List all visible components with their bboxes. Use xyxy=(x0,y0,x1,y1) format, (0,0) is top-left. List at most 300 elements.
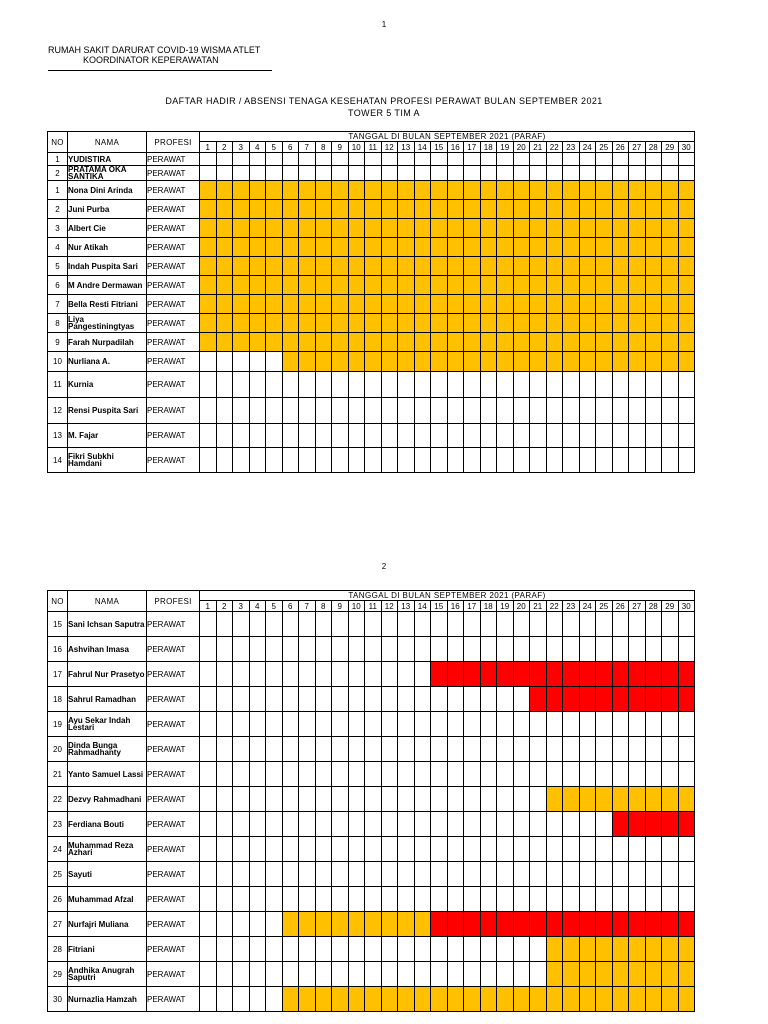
attendance-cell xyxy=(398,887,415,912)
table-row xyxy=(48,333,695,352)
attendance-cell xyxy=(579,812,596,837)
attendance-cell xyxy=(315,837,332,862)
attendance-cell xyxy=(596,912,613,937)
attendance-cell xyxy=(662,812,679,837)
attendance-cell xyxy=(282,372,299,398)
attendance-cell xyxy=(513,662,530,687)
attendance-cell xyxy=(282,200,299,219)
attendance-cell xyxy=(332,276,349,295)
day-header: 1 xyxy=(200,601,217,612)
attendance-cell xyxy=(216,762,233,787)
row-number: 18 xyxy=(48,687,68,712)
header-tanggal: TANGGAL DI BULAN SEPTEMBER 2021 (PARAF) xyxy=(200,591,695,601)
attendance-cell xyxy=(596,448,613,473)
attendance-cell xyxy=(233,937,250,962)
attendance-cell xyxy=(563,637,580,662)
day-header: 30 xyxy=(678,142,695,153)
attendance-cell xyxy=(579,737,596,762)
attendance-cell xyxy=(662,333,679,352)
attendance-cell xyxy=(200,962,217,987)
attendance-cell xyxy=(497,837,514,862)
attendance-cell xyxy=(464,912,481,937)
row-number: 3 xyxy=(48,219,68,238)
attendance-cell xyxy=(266,787,283,812)
attendance-cell xyxy=(315,448,332,473)
nurse-name: Nurfajri Muliana xyxy=(68,912,147,937)
attendance-cell xyxy=(662,637,679,662)
attendance-cell xyxy=(530,166,547,181)
attendance-cell xyxy=(381,987,398,1012)
attendance-cell xyxy=(414,987,431,1012)
attendance-cell xyxy=(497,200,514,219)
attendance-cell xyxy=(563,333,580,352)
attendance-cell xyxy=(629,276,646,295)
attendance-cell xyxy=(282,787,299,812)
attendance-cell xyxy=(645,912,662,937)
attendance-cell xyxy=(563,257,580,276)
attendance-cell xyxy=(282,295,299,314)
day-header: 15 xyxy=(431,142,448,153)
attendance-cell xyxy=(497,887,514,912)
attendance-cell xyxy=(381,687,398,712)
attendance-cell xyxy=(546,276,563,295)
attendance-cell xyxy=(381,238,398,257)
attendance-cell xyxy=(233,837,250,862)
day-header: 16 xyxy=(447,142,464,153)
attendance-cell xyxy=(381,352,398,372)
row-number: 20 xyxy=(48,737,68,762)
table-row xyxy=(48,372,695,398)
profession: PERAWAT xyxy=(147,737,200,762)
attendance-cell xyxy=(447,219,464,238)
attendance-cell xyxy=(563,153,580,166)
attendance-cell xyxy=(579,200,596,219)
attendance-cell xyxy=(266,937,283,962)
attendance-cell xyxy=(579,612,596,637)
attendance-cell xyxy=(249,987,266,1012)
attendance-cell xyxy=(447,295,464,314)
attendance-cell xyxy=(348,712,365,737)
attendance-cell xyxy=(464,372,481,398)
attendance-cell xyxy=(282,937,299,962)
attendance-cell xyxy=(266,637,283,662)
attendance-cell xyxy=(563,987,580,1012)
attendance-cell xyxy=(645,352,662,372)
row-number: 28 xyxy=(48,937,68,962)
attendance-cell xyxy=(315,937,332,962)
attendance-cell xyxy=(315,962,332,987)
attendance-cell xyxy=(678,712,695,737)
attendance-cell xyxy=(596,238,613,257)
attendance-cell xyxy=(678,448,695,473)
day-header: 30 xyxy=(678,601,695,612)
attendance-cell xyxy=(365,962,382,987)
attendance-cell xyxy=(200,372,217,398)
attendance-cell xyxy=(563,687,580,712)
attendance-cell xyxy=(216,787,233,812)
attendance-cell xyxy=(299,812,316,837)
attendance-cell xyxy=(513,352,530,372)
attendance-cell xyxy=(249,166,266,181)
attendance-cell xyxy=(200,314,217,333)
attendance-cell xyxy=(266,276,283,295)
attendance-cell xyxy=(447,837,464,862)
attendance-cell xyxy=(678,200,695,219)
attendance-cell xyxy=(348,887,365,912)
attendance-cell xyxy=(629,962,646,987)
attendance-cell xyxy=(381,448,398,473)
attendance-cell xyxy=(629,424,646,448)
attendance-cell xyxy=(447,762,464,787)
attendance-cell xyxy=(530,314,547,333)
attendance-cell xyxy=(216,737,233,762)
attendance-cell xyxy=(216,887,233,912)
attendance-cell xyxy=(365,762,382,787)
attendance-cell xyxy=(662,200,679,219)
attendance-cell xyxy=(233,612,250,637)
attendance-cell xyxy=(612,812,629,837)
attendance-cell xyxy=(348,372,365,398)
attendance-cell xyxy=(464,257,481,276)
attendance-cell xyxy=(612,181,629,200)
table-row xyxy=(48,837,695,862)
attendance-cell xyxy=(596,787,613,812)
attendance-cell xyxy=(596,276,613,295)
attendance-cell xyxy=(332,181,349,200)
attendance-cell xyxy=(332,637,349,662)
attendance-cell xyxy=(629,372,646,398)
attendance-cell xyxy=(332,219,349,238)
attendance-cell xyxy=(579,424,596,448)
attendance-cell xyxy=(645,200,662,219)
profession: PERAWAT xyxy=(147,637,200,662)
attendance-cell xyxy=(299,219,316,238)
attendance-cell xyxy=(513,812,530,837)
attendance-cell xyxy=(629,887,646,912)
attendance-cell xyxy=(431,762,448,787)
attendance-cell xyxy=(678,762,695,787)
attendance-cell xyxy=(645,662,662,687)
attendance-cell xyxy=(497,219,514,238)
attendance-cell xyxy=(200,153,217,166)
profession: PERAWAT xyxy=(147,398,200,424)
attendance-cell xyxy=(563,887,580,912)
profession: PERAWAT xyxy=(147,887,200,912)
attendance-cell xyxy=(579,837,596,862)
attendance-cell xyxy=(348,962,365,987)
day-header: 20 xyxy=(513,142,530,153)
attendance-cell xyxy=(546,787,563,812)
nurse-name: Muhammad Reza Azhari xyxy=(68,837,147,862)
attendance-cell xyxy=(662,787,679,812)
attendance-cell xyxy=(266,837,283,862)
attendance-cell xyxy=(464,295,481,314)
day-header: 19 xyxy=(497,142,514,153)
attendance-cell xyxy=(530,687,547,712)
attendance-cell xyxy=(530,333,547,352)
attendance-cell xyxy=(447,912,464,937)
attendance-cell xyxy=(332,862,349,887)
profession: PERAWAT xyxy=(147,837,200,862)
attendance-cell xyxy=(645,762,662,787)
attendance-cell xyxy=(266,333,283,352)
attendance-cell xyxy=(365,937,382,962)
attendance-cell xyxy=(431,295,448,314)
attendance-cell xyxy=(315,887,332,912)
attendance-cell xyxy=(612,887,629,912)
attendance-cell xyxy=(431,219,448,238)
attendance-cell xyxy=(480,295,497,314)
attendance-cell xyxy=(678,219,695,238)
attendance-cell xyxy=(431,314,448,333)
attendance-cell xyxy=(447,637,464,662)
attendance-cell xyxy=(282,166,299,181)
attendance-cell xyxy=(233,424,250,448)
attendance-cell xyxy=(249,181,266,200)
attendance-cell xyxy=(530,612,547,637)
attendance-cell xyxy=(530,987,547,1012)
attendance-cell xyxy=(629,662,646,687)
attendance-cell xyxy=(513,257,530,276)
attendance-cell xyxy=(596,937,613,962)
attendance-cell xyxy=(546,166,563,181)
attendance-cell xyxy=(629,937,646,962)
attendance-cell xyxy=(299,257,316,276)
attendance-cell xyxy=(332,812,349,837)
nurse-name: Nur Atikah xyxy=(68,238,147,257)
attendance-cell xyxy=(629,812,646,837)
attendance-cell xyxy=(266,687,283,712)
attendance-cell xyxy=(612,712,629,737)
attendance-cell xyxy=(480,219,497,238)
attendance-cell xyxy=(365,257,382,276)
attendance-cell xyxy=(480,737,497,762)
attendance-cell xyxy=(464,333,481,352)
attendance-cell xyxy=(662,276,679,295)
attendance-cell xyxy=(249,687,266,712)
attendance-cell xyxy=(678,238,695,257)
attendance-cell xyxy=(579,962,596,987)
attendance-cell xyxy=(513,153,530,166)
attendance-cell xyxy=(282,612,299,637)
attendance-cell xyxy=(266,200,283,219)
attendance-cell xyxy=(299,314,316,333)
attendance-cell xyxy=(480,448,497,473)
day-header: 27 xyxy=(629,601,646,612)
attendance-cell xyxy=(431,257,448,276)
attendance-cell xyxy=(216,712,233,737)
attendance-cell xyxy=(612,200,629,219)
attendance-cell xyxy=(563,276,580,295)
day-header: 26 xyxy=(612,142,629,153)
attendance-cell xyxy=(315,181,332,200)
attendance-cell xyxy=(200,219,217,238)
attendance-cell xyxy=(546,612,563,637)
table-row xyxy=(48,812,695,837)
attendance-cell xyxy=(546,687,563,712)
attendance-cell xyxy=(579,219,596,238)
attendance-cell xyxy=(365,276,382,295)
attendance-cell xyxy=(546,712,563,737)
attendance-cell xyxy=(381,912,398,937)
attendance-cell xyxy=(398,687,415,712)
attendance-cell xyxy=(249,276,266,295)
attendance-cell xyxy=(563,937,580,962)
attendance-cell xyxy=(497,314,514,333)
day-header: 8 xyxy=(315,601,332,612)
attendance-cell xyxy=(497,662,514,687)
attendance-cell xyxy=(233,912,250,937)
attendance-cell xyxy=(629,238,646,257)
attendance-cell xyxy=(233,295,250,314)
row-number: 22 xyxy=(48,787,68,812)
attendance-cell xyxy=(678,166,695,181)
attendance-cell xyxy=(216,637,233,662)
attendance-cell xyxy=(678,962,695,987)
attendance-cell xyxy=(480,987,497,1012)
attendance-cell xyxy=(579,372,596,398)
attendance-cell xyxy=(513,837,530,862)
attendance-cell xyxy=(348,181,365,200)
attendance-cell xyxy=(249,424,266,448)
attendance-cell xyxy=(579,912,596,937)
attendance-cell xyxy=(266,812,283,837)
attendance-cell xyxy=(513,398,530,424)
attendance-cell xyxy=(282,181,299,200)
attendance-cell xyxy=(365,787,382,812)
day-header: 23 xyxy=(563,142,580,153)
attendance-cell xyxy=(249,352,266,372)
attendance-cell xyxy=(612,448,629,473)
attendance-cell xyxy=(629,787,646,812)
attendance-cell xyxy=(299,912,316,937)
attendance-cell xyxy=(348,787,365,812)
nurse-name: Kurnia xyxy=(68,372,147,398)
page-number: 1 xyxy=(381,20,387,29)
day-header: 17 xyxy=(464,142,481,153)
attendance-cell xyxy=(315,372,332,398)
row-number: 5 xyxy=(48,257,68,276)
attendance-cell xyxy=(381,295,398,314)
attendance-cell xyxy=(299,887,316,912)
attendance-cell xyxy=(414,762,431,787)
attendance-cell xyxy=(596,424,613,448)
attendance-cell xyxy=(513,787,530,812)
attendance-cell xyxy=(299,712,316,737)
attendance-cell xyxy=(266,153,283,166)
day-header: 18 xyxy=(480,142,497,153)
attendance-cell xyxy=(249,314,266,333)
attendance-cell xyxy=(546,662,563,687)
attendance-cell xyxy=(266,314,283,333)
nurse-name: Nurliana A. xyxy=(68,352,147,372)
attendance-cell xyxy=(464,398,481,424)
attendance-cell xyxy=(464,662,481,687)
attendance-cell xyxy=(431,912,448,937)
attendance-cell xyxy=(431,787,448,812)
attendance-cell xyxy=(530,372,547,398)
attendance-cell xyxy=(414,448,431,473)
attendance-cell xyxy=(414,295,431,314)
attendance-cell xyxy=(579,687,596,712)
attendance-cell xyxy=(480,333,497,352)
attendance-cell xyxy=(464,238,481,257)
profession: PERAWAT xyxy=(147,448,200,473)
attendance-cell xyxy=(596,887,613,912)
attendance-cell xyxy=(249,372,266,398)
attendance-cell xyxy=(315,295,332,314)
attendance-cell xyxy=(480,762,497,787)
attendance-cell xyxy=(398,314,415,333)
attendance-cell xyxy=(464,987,481,1012)
attendance-cell xyxy=(398,612,415,637)
attendance-cell xyxy=(381,166,398,181)
attendance-cell xyxy=(563,448,580,473)
attendance-cell xyxy=(579,257,596,276)
header-profesi: PROFESI xyxy=(147,132,200,153)
attendance-cell xyxy=(464,762,481,787)
attendance-cell xyxy=(200,448,217,473)
attendance-cell xyxy=(299,962,316,987)
attendance-cell xyxy=(447,181,464,200)
attendance-cell xyxy=(530,295,547,314)
attendance-cell xyxy=(414,200,431,219)
attendance-cell xyxy=(662,448,679,473)
attendance-cell xyxy=(678,424,695,448)
attendance-cell xyxy=(645,295,662,314)
attendance-cell xyxy=(398,200,415,219)
attendance-cell xyxy=(513,424,530,448)
attendance-cell xyxy=(579,862,596,887)
attendance-cell xyxy=(513,637,530,662)
attendance-cell xyxy=(464,637,481,662)
attendance-cell xyxy=(662,238,679,257)
attendance-cell xyxy=(464,352,481,372)
attendance-cell xyxy=(299,181,316,200)
attendance-cell xyxy=(431,181,448,200)
attendance-cell xyxy=(365,837,382,862)
attendance-cell xyxy=(480,200,497,219)
attendance-cell xyxy=(398,737,415,762)
row-number: 7 xyxy=(48,295,68,314)
attendance-cell xyxy=(348,166,365,181)
attendance-cell xyxy=(612,612,629,637)
table-row xyxy=(48,962,695,987)
day-header: 25 xyxy=(596,601,613,612)
attendance-cell xyxy=(662,687,679,712)
attendance-cell xyxy=(216,987,233,1012)
profession: PERAWAT xyxy=(147,352,200,372)
attendance-cell xyxy=(233,181,250,200)
attendance-cell xyxy=(282,687,299,712)
table-row xyxy=(48,612,695,637)
attendance-cell xyxy=(414,687,431,712)
attendance-cell xyxy=(662,712,679,737)
attendance-cell xyxy=(315,612,332,637)
attendance-cell xyxy=(200,276,217,295)
attendance-cell xyxy=(332,612,349,637)
attendance-cell xyxy=(200,787,217,812)
profession: PERAWAT xyxy=(147,372,200,398)
row-number: 11 xyxy=(48,372,68,398)
attendance-cell xyxy=(431,737,448,762)
attendance-cell xyxy=(414,166,431,181)
nurse-name: Fitriani xyxy=(68,937,147,962)
attendance-cell xyxy=(563,862,580,887)
attendance-cell xyxy=(332,687,349,712)
attendance-cell xyxy=(546,862,563,887)
day-header: 13 xyxy=(398,601,415,612)
